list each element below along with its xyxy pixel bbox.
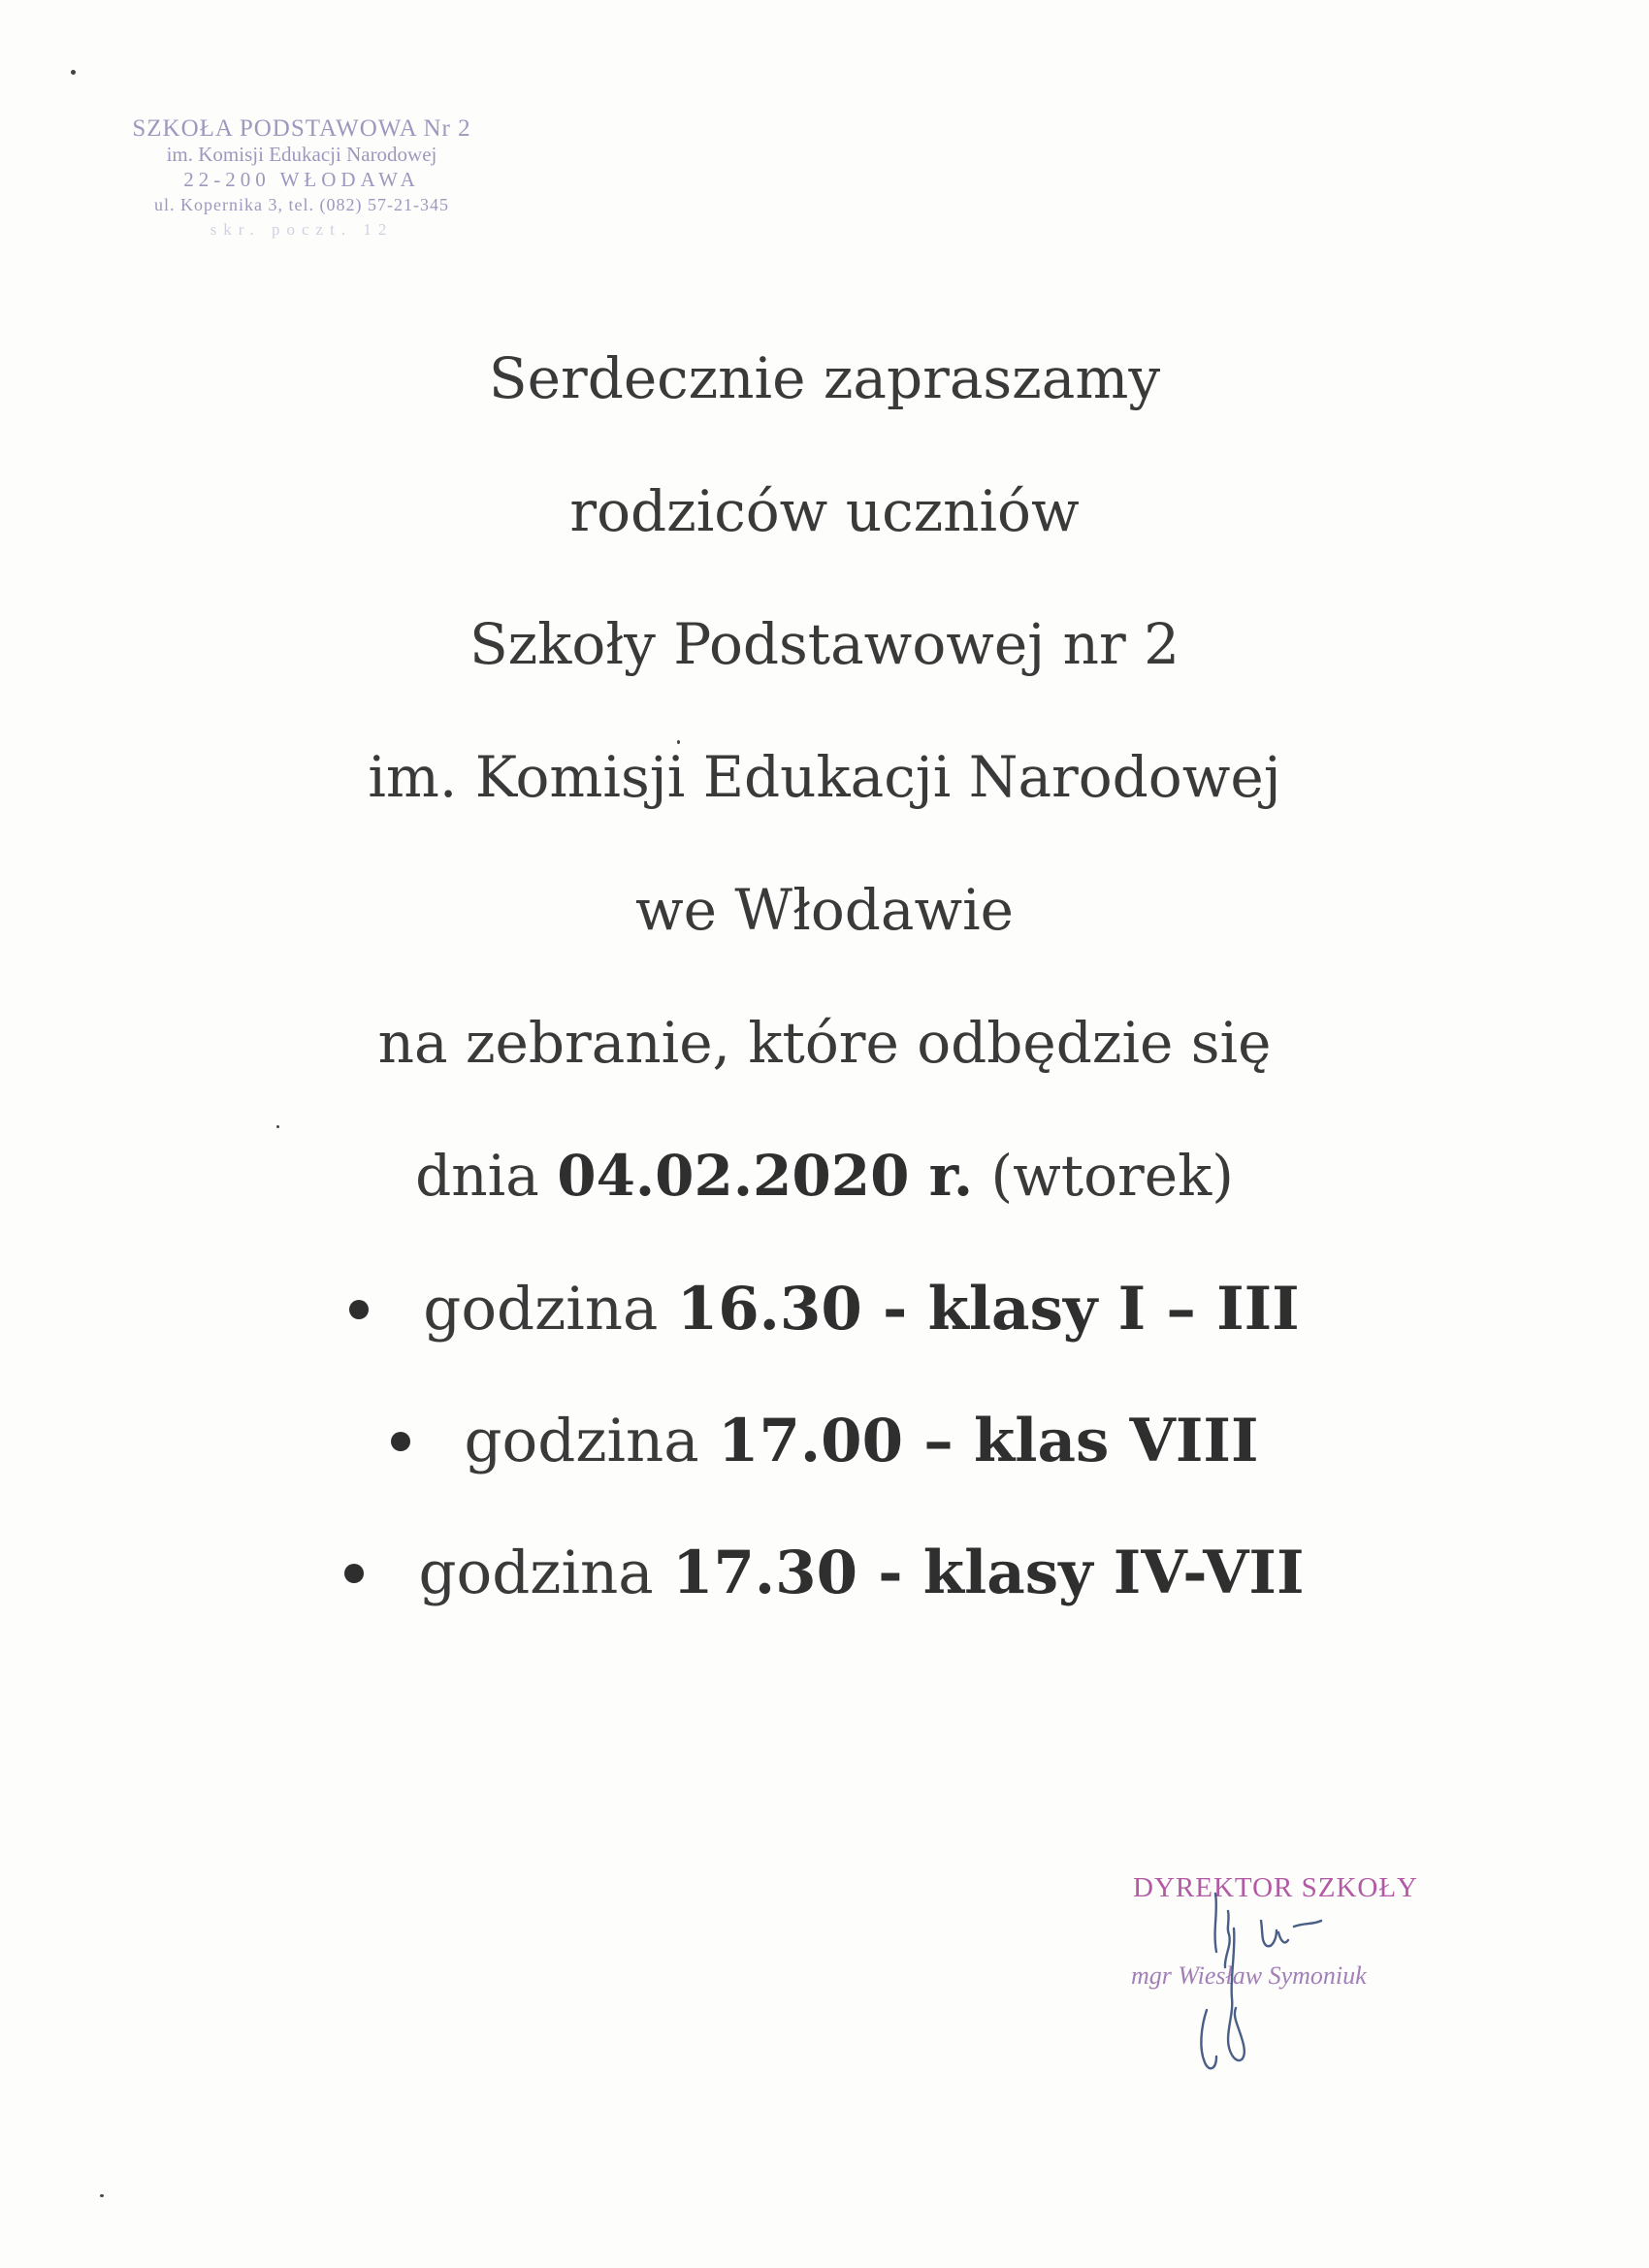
- invitation-line: im. Komisji Edukacji Narodowej: [368, 744, 1281, 810]
- director-name: mgr Wiesław Symoniuk: [1131, 1961, 1367, 1990]
- date-prefix: dnia: [415, 1143, 539, 1209]
- bullet-icon: [349, 1300, 369, 1319]
- stamp-patron: im. Komisji Edukacji Narodowej: [166, 143, 437, 166]
- invitation-notice: [0, 340, 1649, 1270]
- schedule-time-class: 17.30 - klasy IV-VII: [672, 1539, 1305, 1607]
- invitation-line: na zebranie, które odbędzie się: [377, 1010, 1272, 1076]
- director-title: DYREKTOR SZKOŁY: [1133, 1872, 1418, 1903]
- stamp-po-box: skr. poczt. 12: [210, 220, 394, 239]
- meeting-schedule: [0, 1271, 1649, 1667]
- meeting-date: 04.02.2020 r.: [557, 1143, 974, 1209]
- meeting-date-line: [0, 1137, 1649, 1270]
- invitation-line: Serdecznie zapraszamy: [488, 345, 1161, 411]
- schedule-time-class: 17.00 – klas VIII: [718, 1407, 1259, 1475]
- signature-icon: [1116, 1872, 1426, 2105]
- meeting-weekday: (wtorek): [990, 1143, 1234, 1209]
- schedule-item: [0, 1403, 1649, 1535]
- schedule-item: [0, 1271, 1649, 1403]
- schedule-prefix: godzina: [464, 1407, 699, 1475]
- schedule-time-class: 16.30 - klasy I – III: [676, 1275, 1300, 1344]
- director-stamp: [1116, 1872, 1426, 2105]
- schedule-prefix: godzina: [423, 1275, 659, 1344]
- stamp-postcode-city: 22-200 WŁODAWA: [183, 168, 420, 191]
- bullet-icon: [391, 1432, 410, 1451]
- scan-speck: [100, 2194, 104, 2197]
- invitation-line: we Włodawie: [635, 877, 1014, 943]
- stamp-address: ul. Kopernika 3, tel. (082) 57-21-345: [154, 195, 449, 214]
- stamp-school-name: SZKOŁA PODSTAWOWA Nr 2: [132, 115, 471, 142]
- bullet-icon: [344, 1564, 364, 1583]
- scan-speck: [71, 70, 76, 75]
- invitation-line: rodziców uczniów: [569, 478, 1080, 544]
- school-stamp: [93, 116, 510, 243]
- schedule-item: [0, 1535, 1649, 1667]
- schedule-prefix: godzina: [418, 1539, 654, 1607]
- invitation-line: Szkoły Podstawowej nr 2: [469, 611, 1180, 677]
